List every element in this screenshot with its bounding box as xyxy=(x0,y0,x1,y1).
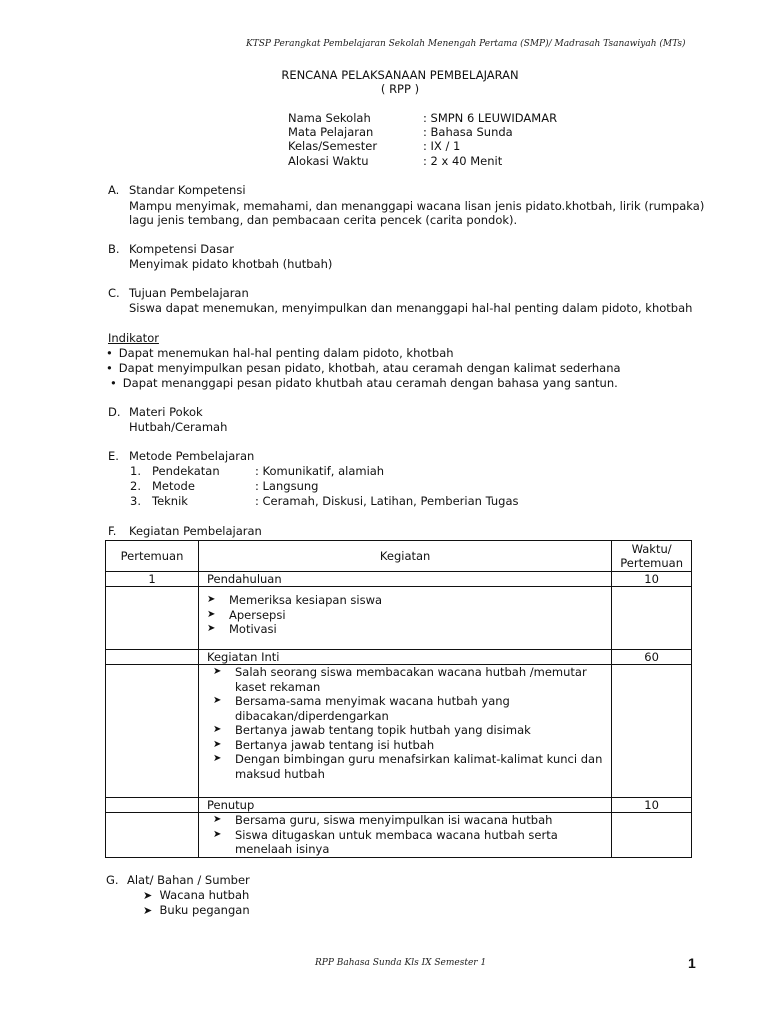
arrow-bullet-icon: ➤ xyxy=(213,828,222,840)
section-marker: C. xyxy=(108,286,120,300)
section-pendahuluan: Pendahuluan xyxy=(199,572,612,587)
list-item: ➤ Bertanya jawab tentang topik hutbah yang disimak xyxy=(213,723,531,737)
section-inti: Kegiatan Inti xyxy=(199,650,612,665)
indikator-text: Dapat menyimpulkan pesan pidato, khotbah, atau ceramah dengan kalimat sederhana xyxy=(118,361,621,375)
header-waktu-line2: Pertemuan xyxy=(620,556,683,570)
metode-num: 3. xyxy=(130,494,141,508)
page-number: 1 xyxy=(688,955,696,971)
arrow-bullet-icon: ➤ xyxy=(213,666,222,677)
arrow-bullet-icon: ➤ xyxy=(207,594,216,605)
document-subtitle: ( RPP ) xyxy=(380,82,420,96)
list-item: ➤ Wacana hutbah xyxy=(143,888,250,902)
arrow-bullet-icon: ➤ xyxy=(207,608,216,620)
list-item: ➤ Siswa ditugaskan untuk membaca wacana hutbah serta menelaah isinya xyxy=(213,827,558,856)
arrow-bullet-icon: ➤ xyxy=(143,904,153,917)
table-row xyxy=(106,587,692,650)
table-row xyxy=(106,665,692,798)
section-title-materi-pokok: Materi Pokok xyxy=(129,405,203,419)
section-marker: E. xyxy=(108,449,119,463)
section-body: Menyimak pidato khotbah (hutbah) xyxy=(129,257,333,271)
header-waktu xyxy=(612,541,692,572)
metode-num: 1. xyxy=(130,464,141,478)
penutup-items xyxy=(199,813,612,858)
list-item: ➤ Memeriksa kesiapan siswa xyxy=(207,593,383,607)
metode-label: Metode xyxy=(152,479,195,493)
table-header-row xyxy=(106,541,692,572)
indikator-text: Dapat menemukan hal-hal penting dalam pidoto, khotbah xyxy=(118,346,454,360)
table-row xyxy=(106,813,692,858)
time-penutup: 10 xyxy=(612,798,692,813)
time-pendahuluan: 10 xyxy=(612,572,692,587)
identity-value: : IX / 1 xyxy=(423,139,461,153)
section-body: Hutbah/Ceramah xyxy=(129,420,228,434)
identity-value: : 2 x 40 Menit xyxy=(423,154,503,168)
indikator-title: Indikator xyxy=(108,331,159,345)
list-item: ➤ Bersama guru, siswa menyimpulkan isi wacana hutbah xyxy=(213,813,553,827)
list-item: ➤ Bersama-sama menyimak wacana hutbah yang dibacakan/diperdengarkan xyxy=(213,694,510,723)
section-marker: A. xyxy=(108,183,120,197)
document-title: RENCANA PELAKSANAAN PEMBELAJARAN xyxy=(281,68,519,82)
identity-label: Mata Pelajaran xyxy=(288,125,374,139)
section-title-alat-bahan: Alat/ Bahan / Sumber xyxy=(127,873,250,887)
section-marker: D. xyxy=(108,405,121,419)
section-body: lagu jenis tembang, dan pembacaan cerita pencek (carita pondok). xyxy=(129,213,518,227)
indikator-item xyxy=(106,361,621,375)
arrow-bullet-icon: ➤ xyxy=(213,724,222,735)
section-title-kegiatan: Kegiatan Pembelajaran xyxy=(129,524,262,538)
section-title-metode: Metode Pembelajaran xyxy=(129,449,255,463)
section-title-standar-kompetensi: Standar Kompetensi xyxy=(129,183,246,197)
identity-label: Alokasi Waktu xyxy=(288,154,369,168)
kegiatan-table xyxy=(105,540,692,858)
identity-label: Nama Sekolah xyxy=(288,111,371,125)
pendahuluan-items xyxy=(199,587,612,650)
identity-value: : Bahasa Sunda xyxy=(423,125,513,139)
arrow-bullet-icon: ➤ xyxy=(213,738,222,750)
list-item: ➤ Apersepsi xyxy=(207,607,286,622)
table-row xyxy=(106,798,692,813)
table-row xyxy=(106,572,692,587)
list-item: ➤ Bertanya jawab tentang isi hutbah xyxy=(213,737,435,752)
section-title-tujuan: Tujuan Pembelajaran xyxy=(129,286,249,300)
section-body: Mampu menyimak, memahami, dan menanggapi wacana lisan jenis pidato.khotbah, lirik (rumpaka) xyxy=(129,199,705,213)
arrow-bullet-icon: ➤ xyxy=(213,753,222,764)
identity-label: Kelas/Semester xyxy=(288,139,378,153)
metode-label: Teknik xyxy=(152,494,188,508)
meeting-number: 1 xyxy=(106,572,199,587)
table-row xyxy=(106,650,692,665)
identity-value: : SMPN 6 LEUWIDAMAR xyxy=(423,111,558,125)
arrow-bullet-icon: ➤ xyxy=(213,695,222,706)
arrow-bullet-icon: ➤ xyxy=(207,623,216,634)
arrow-bullet-icon: ➤ xyxy=(143,889,153,902)
section-marker: B. xyxy=(108,242,120,256)
metode-value: : Ceramah, Diskusi, Latihan, Pemberian Tugas xyxy=(255,494,519,508)
running-footer: RPP Bahasa Sunda Kls IX Semester 1 xyxy=(315,958,487,968)
indikator-text: Dapat menanggapi pesan pidato khutbah atau ceramah dengan bahasa yang santun. xyxy=(122,376,618,390)
section-marker: F. xyxy=(108,524,117,538)
time-inti: 60 xyxy=(612,650,692,665)
header-waktu-line1: Waktu/ xyxy=(631,542,672,556)
inti-items xyxy=(199,665,612,798)
metode-value: : Komunikatif, alamiah xyxy=(255,464,385,478)
header-pertemuan: Pertemuan xyxy=(106,541,199,572)
list-item: ➤ Buku pegangan xyxy=(143,903,250,917)
running-header: KTSP Perangkat Pembelajaran Sekolah Menengah Pertama (SMP)/ Madrasah Tsanawiyah (MTs) xyxy=(246,39,686,49)
section-body: Siswa dapat menemukan, menyimpulkan dan menanggapi hal-hal penting dalam pidoto, khotbah xyxy=(129,301,693,315)
section-penutup: Penutup xyxy=(199,798,612,813)
list-item: ➤ Salah seorang siswa membacakan wacana hutbah /memutar kaset rekaman xyxy=(213,665,587,694)
arrow-bullet-icon: ➤ xyxy=(213,814,222,825)
indikator-item xyxy=(106,346,454,360)
metode-label: Pendekatan xyxy=(152,464,220,478)
metode-value: : Langsung xyxy=(255,479,319,493)
indikator-item xyxy=(110,376,618,390)
list-item: ➤ Motivasi xyxy=(207,622,277,636)
metode-num: 2. xyxy=(130,479,141,493)
list-item: ➤ Dengan bimbingan guru menafsirkan kalimat-kalimat kunci dan maksud hutbah xyxy=(213,752,603,781)
section-title-kompetensi-dasar: Kompetensi Dasar xyxy=(129,242,234,256)
header-kegiatan: Kegiatan xyxy=(199,541,612,572)
section-marker: G. xyxy=(106,873,119,887)
